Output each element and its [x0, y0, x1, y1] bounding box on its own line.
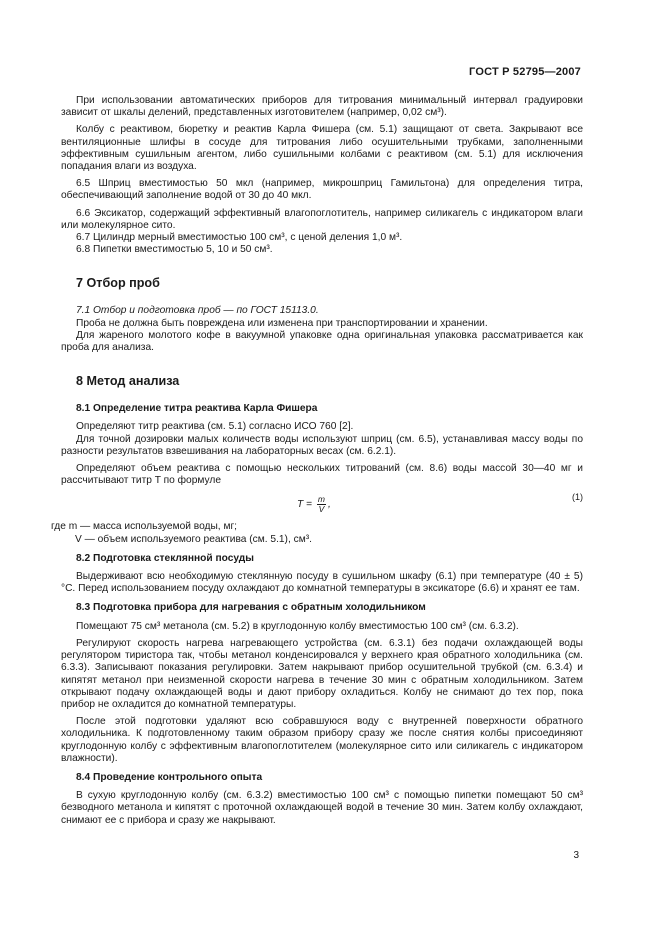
paragraph: 6.5 Шприц вместимостью 50 мкл (например, микрошприц Гамильтона) для определения титра, обеспечивающий заполнение водой от 30 до 40 мкл.: [61, 178, 583, 202]
subsection-heading: 8.2 Подготовка стеклянной посуды: [76, 552, 254, 564]
section-heading: 8 Метод анализа: [76, 374, 180, 389]
formula-tail: ,: [327, 499, 331, 511]
formula-lhs: T =: [297, 499, 313, 511]
formula-expression: [297, 495, 331, 514]
formula-fraction: [317, 495, 326, 514]
paragraph: После этой подготовки удаляют всю собравшуюся воду с внутренней поверхности обратного холодильника. К подготовленному таким образом прибору сразу же после снятия колбы присоединяют круглодонную колбу с эффективным влагопоглотителем (молекулярное сито или силикагель с индикатором влажности).: [61, 716, 583, 764]
document-body: [51, 95, 583, 827]
paragraph: Для точной дозировки малых количеств воды используют шприц (см. 6.5), устанавливая массу воды по разности результатов взвешивания на лабораторных весах (см. 6.2.1).: [61, 433, 583, 457]
paragraph: 6.8 Пипетки вместимостью 5, 10 и 50 см³.: [76, 244, 273, 256]
paragraph: 6.6 Эксикатор, содержащий эффективный влагопоглотитель, например силикагель с индикатором влаги или молекулярное сито.: [61, 207, 583, 231]
paragraph: Колбу с реактивом, бюретку и реактив Карла Фишера (см. 5.1) защищают от света. Закрывают все вентиляционные шлифы в сосуде для титрования либо осушительными трубками, заполненными эффективным сушильным агентом, либо сушильными колбами с реактивом (см. 5.1) для исключения попадания влаги из воздуха.: [61, 124, 583, 173]
section-heading: 7 Отбор проб: [76, 276, 160, 291]
paragraph: В сухую круглодонную колбу (см. 6.3.2) вместимостью 100 см³ с помощью пипетки помещают 50 см³ безводного метанола и кипятят с проточной охлаждающей водой в течение 30 мин. Затем колбу охлаждают, снимают ее с прибора и сразу же накрывают.: [61, 790, 583, 826]
paragraph: Определяют титр реактива (см. 5.1) согласно ИСО 760 [2].: [76, 421, 354, 433]
subsection-heading: 8.1 Определение титра реактива Карла Фишера: [76, 403, 318, 415]
paragraph: Выдерживают всю необходимую стеклянную посуду в сушильном шкафу (6.1) при температуре (40 ± 5) °С. Перед использованием посуду охлаждают до комнатной температуры в эксикаторе (6.6) и хранят ее там.: [61, 571, 583, 595]
page-number: 3: [573, 850, 579, 861]
formula-number: (1): [572, 492, 583, 503]
subsection-heading: 8.4 Проведение контрольного опыта: [76, 771, 263, 783]
page-header: ГОСТ Р 52795—2007: [469, 66, 581, 78]
formula-numerator: m: [317, 494, 325, 505]
paragraph: Определяют объем реактива с помощью нескольких титрований (см. 8.6) воды массой 30—40 мг и рассчитывают титр T по формуле: [61, 463, 583, 487]
paragraph: Для жареного молотого кофе в вакуумной упаковке одна оригинальная упаковка рассматривается как проба для анализа.: [61, 329, 583, 354]
paragraph: При использовании автоматических приборов для титрования минимальный интервал градуировки зависит от шкалы делений, представленных изготовителем (например, 0,02 см³).: [61, 95, 583, 119]
formula-denominator: V: [318, 504, 325, 515]
paragraph: где m — масса используемой воды, мг;: [51, 521, 237, 533]
paragraph: V — объем используемого реактива (см. 5.1), см³.: [75, 533, 312, 545]
paragraph: Регулируют скорость нагрева нагревающего устройства (см. 6.3.1) без подачи охлаждающей воды регулятором тиристора так, чтобы метанол конденсировался у верхнего края обратного холодильника (см. 6.3.3). Записывают показания регулировки. Затем накрывают прибор осушительной трубкой (см. 6.3.4) и кипятят метанол при неизменной скорости нагрева в течение 30 мин с обратным холодильником. Затем открывают подачу охлаждающей воды и дают прибору охладиться. Колбу не снимают до тех пор, пока прибор не охладится до комнатной температуры.: [61, 637, 583, 710]
paragraph: 6.7 Цилиндр мерный вместимостью 100 см³, с ценой деления 1,0 м³.: [76, 232, 403, 244]
paragraph: Помещают 75 см³ метанола (см. 5.2) в круглодонную колбу вместимостью 100 см³ (см. 6.3.2).: [76, 620, 519, 632]
paragraph: 7.1 Отбор и подготовка проб — по ГОСТ 15113.0.: [76, 305, 319, 317]
formula-1: [61, 491, 583, 515]
subsection-heading: 8.3 Подготовка прибора для нагревания с обратным холодильником: [76, 602, 426, 614]
paragraph: Проба не должна быть повреждена или изменена при транспортировании и хранении.: [76, 317, 488, 329]
